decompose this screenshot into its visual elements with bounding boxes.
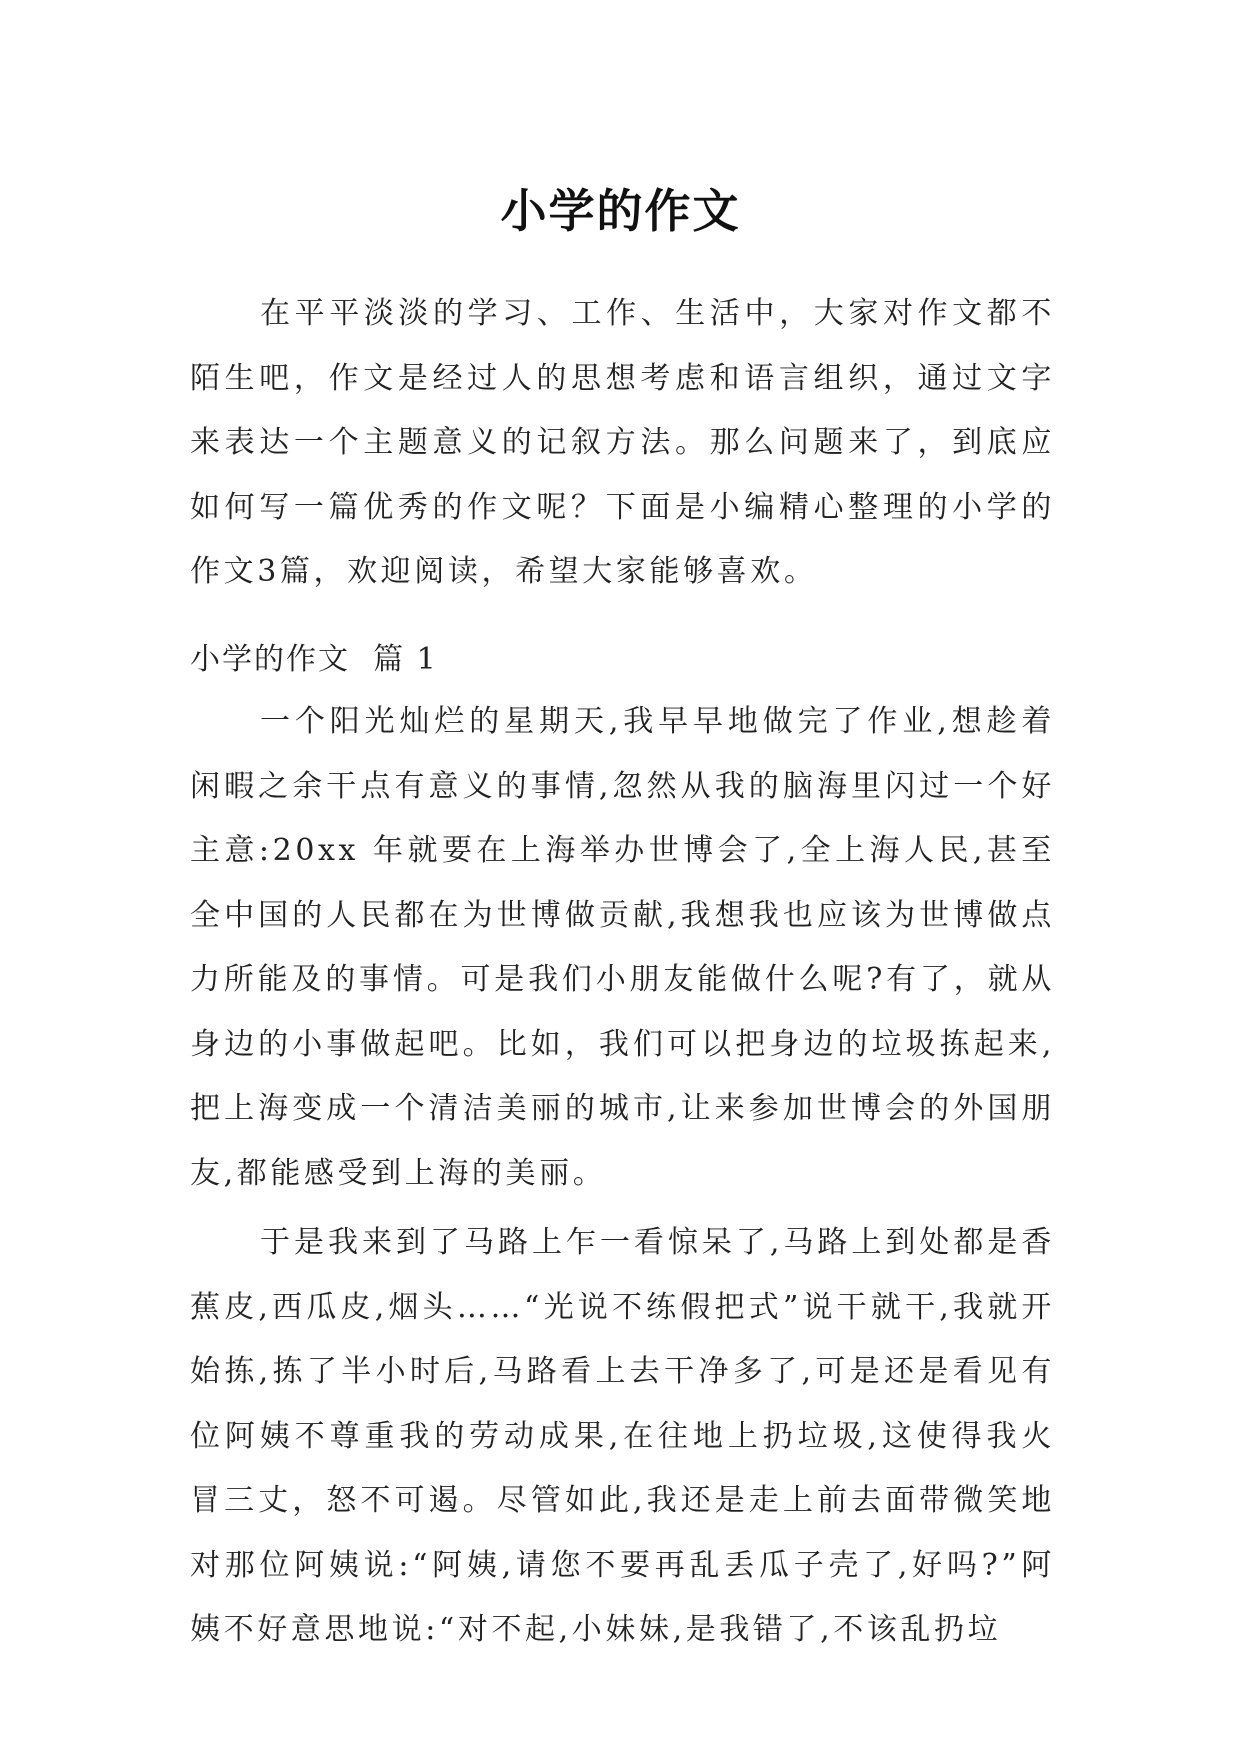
essay-paragraph: 一个阳光灿烂的星期天,我早早地做完了作业,想趁着闲暇之余干点有意义的事情,忽然从我的脑海里闪过一个好主意:20xx 年就要在上海举办世博会了,全上海人民,甚至全中国的人民都在为世博做贡献,我想我也应该为世博做点力所能及的事情。可是我们小朋友能做什么呢?有了，就从身边的小事做起吧。比如，我们可以把身边的垃圾拣起来,把上海变成一个清洁美丽的城市,让来参加世博会的外国朋友,都能感受到上海的美丽。 bbox=[190, 704, 1055, 1191]
intro-paragraph: 在平平淡淡的学习、工作、生活中，大家对作文都不陌生吧，作文是经过人的思想考虑和语言组织，通过文字来表达一个主题意义的记叙方法。那么问题来了，到底应如何写一篇优秀的作文呢？下面是小编精心整理的小学的作文3篇，欢迎阅读，希望大家能够喜欢。 bbox=[190, 296, 1055, 589]
essay-body bbox=[190, 690, 1055, 1663]
essay-paragraph: 于是我来到了马路上乍一看惊呆了,马路上到处都是香蕉皮,西瓜皮,烟头……“光说不练假把式”说干就干,我就开始拣,拣了半小时后,马路看上去干净多了,可是还是看见有位阿姨不尊重我的劳动成果,在往地上扔垃圾,这使得我火冒三丈，怒不可遏。尽管如此,我还是走上前去面带微笑地对那位阿姨说:“阿姨,请您不要再乱丢瓜子壳了,好吗?”阿姨不好意思地说:“对不起,小妹妹,是我错了,不该乱扔垃 bbox=[190, 1225, 1055, 1647]
section-heading: 小学的作文 篇 1 bbox=[190, 642, 438, 677]
document-title: 小学的作文 bbox=[500, 183, 741, 238]
intro-section bbox=[190, 282, 1055, 605]
